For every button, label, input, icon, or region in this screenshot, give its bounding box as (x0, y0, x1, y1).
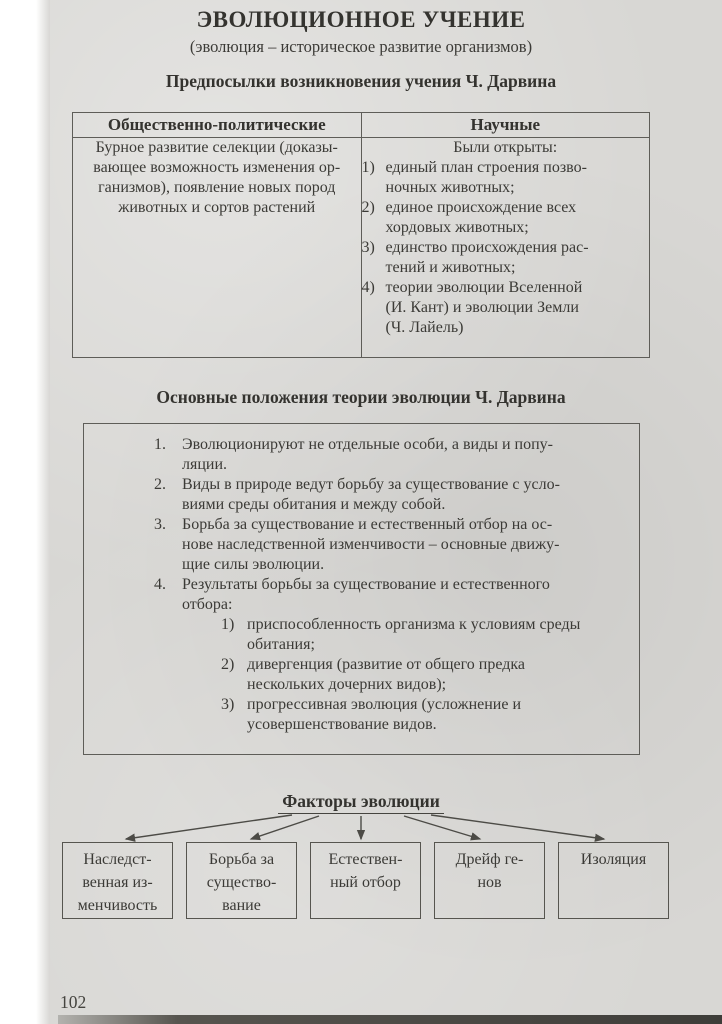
text-line: ночных животных; (385, 179, 515, 196)
list-item (362, 158, 650, 198)
list-item-text (247, 615, 629, 655)
list-item-number: 4) (361, 279, 375, 296)
list-item (362, 198, 650, 238)
text-line: венная из- (82, 874, 153, 891)
list-item-number: 3) (361, 239, 375, 256)
list-item-text (386, 158, 650, 198)
text-line: Результаты борьбы за существование и естественного (182, 576, 550, 593)
text-line: Борьба за (208, 851, 275, 868)
scan-bottom-edge (58, 1015, 722, 1024)
list-item-number: 1) (221, 616, 235, 633)
text-line: прогрессивная эволюция (усложнение и (247, 696, 522, 713)
factors-arrows (0, 812, 722, 844)
factor-box-isolation (558, 842, 669, 919)
factor-boxes-row (62, 842, 669, 919)
text-line: нове наследственной изменчивости – основные движу- (182, 536, 560, 553)
text-line: менчивость (77, 897, 158, 914)
factor-box-natural-selection (310, 842, 421, 919)
text-line: дивергенция (развитие от общего предка (247, 656, 526, 673)
social-political-cell (73, 138, 362, 358)
arrow-to-isolation (431, 815, 604, 839)
text-line: Естествен- (328, 851, 403, 868)
page-number: 102 (60, 992, 87, 1012)
text-line: щие силы эволюции. (182, 556, 325, 573)
scan-left-margin (0, 0, 50, 1024)
sub-list-item (221, 655, 629, 695)
text-line: усовершенствование видов. (247, 716, 437, 733)
text-line: Эволюционируют не отдельные особи, а виды и попу- (182, 436, 554, 453)
text-line: тений и животных; (385, 259, 516, 276)
list-item-text (386, 278, 650, 338)
sub-list-item (221, 695, 629, 735)
list-item-number: 1. (154, 436, 166, 453)
text-line: ный отбор (330, 874, 401, 891)
list-item-text (386, 198, 650, 238)
text-line: отбора: (182, 596, 233, 613)
text-line: Виды в природе ведут борьбу за существование с усло- (182, 476, 560, 493)
list-item-number: 2) (361, 199, 375, 216)
text-line: вание (222, 897, 261, 914)
list-item-number: 2) (221, 656, 235, 673)
theory-principles-box (83, 423, 640, 755)
list-item-text (247, 655, 629, 695)
text-line: нескольких дочерних видов); (247, 676, 447, 693)
text-line: (И. Кант) и эволюции Земли (385, 299, 579, 316)
text-line: виями среды обитания и между собой. (182, 496, 446, 513)
text-line: существо- (206, 874, 277, 891)
list-item-text (386, 238, 650, 278)
scientific-cell (361, 138, 650, 358)
premises-heading: Предпосылки возникновения учения Ч. Дарвина (165, 71, 557, 91)
page-subtitle: (эволюция – историческое развитие организмов) (189, 37, 533, 56)
text-line: Наследст- (83, 851, 152, 868)
arrow-to-genetic-drift (404, 816, 480, 839)
factors-heading-wrap (0, 791, 722, 814)
list-item (154, 435, 629, 475)
factor-box-genetic-drift (434, 842, 545, 919)
theory-heading: Основные положения теории эволюции Ч. Дарвина (156, 387, 566, 407)
factors-heading: Факторы эволюции (278, 791, 444, 814)
list-item-text (182, 475, 629, 515)
column-header-scientific: Научные (361, 113, 650, 138)
arrow-to-heritable-variation (126, 815, 292, 839)
text-line: Бурное развитие селекции (доказы- (95, 139, 338, 156)
list-item-number: 3) (221, 696, 235, 713)
list-item-number: 4. (154, 576, 166, 593)
sub-list-item (221, 615, 629, 655)
list-item-number: 1) (361, 159, 375, 176)
text-line: хордовых животных; (385, 219, 529, 236)
factor-box-heritable-variation (62, 842, 173, 919)
text-line: единый план строения позво- (385, 159, 587, 176)
list-item (154, 475, 629, 515)
factor-box-struggle-for-existence (186, 842, 297, 919)
list-item-text (182, 435, 629, 475)
list-item (154, 515, 629, 575)
text-line: животных и сортов растений (118, 199, 316, 216)
text-line: (Ч. Лайель) (385, 319, 464, 336)
page-title: ЭВОЛЮЦИОННОЕ УЧЕНИЕ (196, 7, 526, 32)
list-item-text (182, 575, 629, 615)
text-line: нов (477, 874, 502, 891)
text-line: единство происхождения рас- (385, 239, 589, 256)
list-item-number: 2. (154, 476, 166, 493)
premises-table (72, 112, 650, 358)
list-item (362, 238, 650, 278)
text-line: приспособленность организма к условиям среды (247, 616, 581, 633)
list-item-number: 3. (154, 516, 166, 533)
list-item (154, 575, 629, 615)
text-line: вающее возможность изменения ор- (93, 159, 341, 176)
text-line: обитания; (247, 636, 315, 653)
list-item-text (247, 695, 629, 735)
scientific-intro: Были открыты: (453, 139, 558, 156)
column-header-social-political: Общественно-политические (73, 113, 362, 138)
list-item-text (182, 515, 629, 575)
text-line: ляции. (182, 456, 228, 473)
list-item (362, 278, 650, 338)
text-line: теории эволюции Вселенной (385, 279, 583, 296)
text-line: Дрейф ге- (455, 851, 524, 868)
text-line: единое происхождение всех (385, 199, 577, 216)
text-line: Изоляция (580, 851, 647, 868)
text-line: ганизмов), появление новых пород (98, 179, 336, 196)
text-line: Борьба за существование и естественный отбор на ос- (182, 516, 553, 533)
table-body-row (73, 138, 650, 358)
table-header-row (73, 113, 650, 138)
